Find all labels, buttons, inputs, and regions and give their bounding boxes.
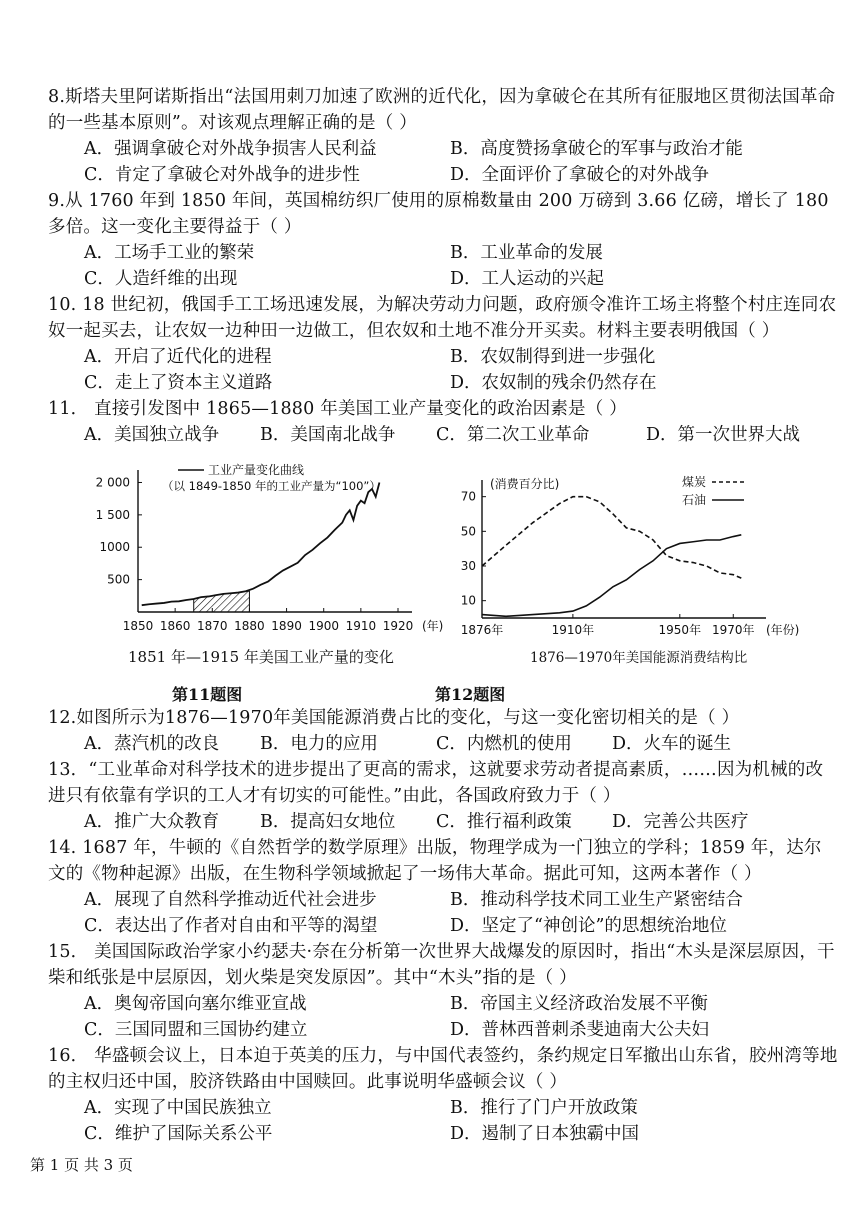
question-16-option-a[interactable]: A．实现了中国民族独立 (84, 1098, 272, 1118)
x-tick-label: 1890 (271, 619, 302, 633)
question-13-option-d[interactable]: D．完善公共医疗 (612, 812, 749, 832)
question-14-option-a[interactable]: A．展现了自然科学推动近代社会进步 (84, 890, 377, 910)
x-tick-label: 1900 (308, 619, 339, 633)
question-15-option-d[interactable]: D．普林西普刺杀斐迪南大公夫妇 (450, 1020, 710, 1040)
x-tick-label: 1860 (159, 619, 191, 633)
question-16-stem: 16． 华盛顿会议上，日本迫于英美的压力，与中国代表签约，条约规定日军撤出山东省，胶州湾等地的主权归还中国，胶济铁路由中国赎回。此事说明华盛顿会议（ ） (48, 1046, 838, 1092)
question-8-option-c[interactable]: C．肯定了拿破仑对外战争的进步性 (84, 165, 360, 185)
y-tick-label: 500 (107, 572, 130, 587)
y-tick-label: 10 (460, 593, 476, 608)
y-tick-label: 70 (460, 489, 476, 504)
question-9-option-a[interactable]: A．工场手工业的繁荣 (84, 243, 255, 263)
y-tick-label: 50 (460, 524, 476, 539)
x-tick-label: 1850 (122, 619, 154, 633)
y-tick-label: 1 500 (95, 507, 130, 522)
x-tick-label: 1950年 (658, 623, 702, 637)
x-tick-label: 1876年 (460, 623, 504, 637)
question-12-option-a[interactable]: A．蒸汽机的改良 (84, 734, 220, 754)
question-12-option-c[interactable]: C．内燃机的使用 (436, 734, 572, 754)
x-axis-unit: (年份) (766, 623, 800, 637)
industrial-output-line (142, 482, 380, 605)
question-9-stem: 9.从 1760 年到 1850 年间，英国棉纺织厂使用的原棉数量由 200 万磅到 3.66 亿磅，增长了 180 多倍。这一变化主要得益于（ ） (48, 191, 829, 237)
question-15-option-a[interactable]: A．奥匈帝国向塞尔维亚宣战 (84, 994, 307, 1014)
question-13-option-a[interactable]: A．推广大众教育 (84, 812, 220, 832)
x-tick-label: 1880 (234, 619, 265, 633)
legend-coal-label: 煤炭 (682, 475, 707, 489)
y-tick-label: 2 000 (95, 475, 130, 490)
x-tick-label: 1920 (382, 619, 414, 633)
question-8-option-a[interactable]: A．强调拿破仑对外战争损害人民利益 (84, 139, 377, 159)
question-16-option-c[interactable]: C．维护了国际关系公平 (84, 1124, 273, 1144)
x-axis-unit: (年) (422, 619, 444, 633)
legend-oil-label: 石油 (682, 493, 707, 507)
question-15-option-c[interactable]: C．三国同盟和三国协约建立 (84, 1020, 308, 1040)
question-14-option-b[interactable]: B．推动科学技术同工业生产紧密结合 (450, 890, 743, 910)
question-13-stem: 13．“工业革命对科学技术的进步提出了更高的需求，这就要求劳动者提高素质，……因为机械的改进只有依靠有学识的工人才有切实的可能性。”由此，各国政府致力于（ ） (48, 760, 824, 806)
y-axis-label: (消费百分比) (490, 477, 560, 491)
figure-12-label: 第12题图 (435, 685, 506, 704)
x-tick-label: 1910年 (551, 623, 595, 637)
x-tick-label: 1910 (345, 619, 377, 633)
question-10-option-d[interactable]: D．农奴制的残余仍然存在 (450, 373, 657, 393)
x-tick-label: 1870 (197, 619, 228, 633)
question-15-option-b[interactable]: B．帝国主义经济政治发展不平衡 (450, 994, 708, 1014)
question-8-option-b[interactable]: B．高度赞扬拿破仑的军事与政治才能 (450, 139, 743, 159)
legend-label: 工业产量变化曲线 (208, 463, 305, 477)
industrial-output-chart-svg (80, 462, 444, 642)
legend-note: （以 1849-1850 年的工业产量为“100”） (162, 479, 381, 493)
page-footer: 第 1 页 共 3 页 (30, 1156, 133, 1174)
question-11-option-c[interactable]: C．第二次工业革命 (436, 425, 590, 445)
energy-structure-chart (460, 470, 820, 650)
question-15-stem: 15． 美国国际政治学家小约瑟夫·奈在分析第一次世界大战爆发的原因时，指出“木头是深层原因，干柴和纸张是中层原因，划火柴是突发原因”。其中“木头”指的是（ ） (48, 942, 835, 988)
question-10-option-c[interactable]: C．走上了资本主义道路 (84, 373, 273, 393)
question-11-option-d[interactable]: D．第一次世界大战 (646, 425, 801, 445)
question-14-option-c[interactable]: C．表达出了作者对自由和平等的渴望 (84, 916, 378, 936)
coal-series-line (482, 497, 741, 578)
oil-series-line (482, 535, 741, 616)
question-8-stem: 8.斯塔夫里阿诺斯指出“法国用刺刀加速了欧洲的近代化，因为拿破仑在其所有征服地区贯彻法国革命的一些基本原则”。对该观点理解正确的是（ ） (48, 87, 836, 133)
question-12-option-b[interactable]: B．电力的应用 (260, 734, 378, 754)
question-12-option-d[interactable]: D．火车的诞生 (612, 734, 732, 754)
question-11-stem: 11． 直接引发图中 1865—1880 年美国工业产量变化的政治因素是（ ） (48, 399, 627, 419)
question-14-stem: 14. 1687 年，牛顿的《自然哲学的数学原理》出版，物理学成为一门独立的学科；1859 年，达尔文的《物种起源》出版，在生物科学领域掀起了一场伟大革命。据此可知，这两本著作（ ） (48, 838, 822, 884)
question-9-option-c[interactable]: C．人造纤维的出现 (84, 269, 238, 289)
question-10-stem: 10. 18 世纪初，俄国手工工场迅速发展，为解决劳动力问题，政府颁令准许工场主将整个村庄连同农奴一起买去，让农奴一边种田一边做工，但农奴和土地不准分开买卖。材料主要表明俄国（ ） (48, 295, 837, 341)
energy-structure-chart-title: 1876—1970年美国能源消费结构比 (530, 650, 748, 666)
industrial-output-chart (80, 462, 444, 642)
figure-11-label: 第11题图 (172, 685, 243, 704)
y-tick-label: 1000 (99, 540, 130, 555)
energy-structure-chart-svg (460, 470, 820, 650)
question-10-option-b[interactable]: B．农奴制得到进一步强化 (450, 347, 656, 367)
question-11-option-b[interactable]: B．美国南北战争 (260, 425, 396, 445)
question-13-option-c[interactable]: C．推行福利政策 (436, 812, 572, 832)
question-16-option-d[interactable]: D．遏制了日本独霸中国 (450, 1124, 640, 1144)
question-8-option-d[interactable]: D．全面评价了拿破仑的对外战争 (450, 165, 710, 185)
question-14-option-d[interactable]: D．坚定了“神创论”的思想统治地位 (450, 916, 727, 936)
question-9-option-b[interactable]: B．工业革命的发展 (450, 243, 603, 263)
x-tick-label: 1970年 (711, 623, 755, 637)
question-10-option-a[interactable]: A．开启了近代化的进程 (84, 347, 272, 367)
question-13-option-b[interactable]: B．提高妇女地位 (260, 812, 396, 832)
question-16-option-b[interactable]: B．推行了门户开放政策 (450, 1098, 638, 1118)
question-12-stem: 12.如图所示为1876—1970年美国能源消费占比的变化，与这一变化密切相关的是（ ） (48, 708, 740, 728)
y-tick-label: 30 (460, 559, 476, 573)
industrial-output-chart-title: 1851 年—1915 年美国工业产量的变化 (128, 648, 394, 666)
question-11-option-a[interactable]: A．美国独立战争 (84, 425, 220, 445)
question-9-option-d[interactable]: D．工人运动的兴起 (450, 269, 605, 289)
